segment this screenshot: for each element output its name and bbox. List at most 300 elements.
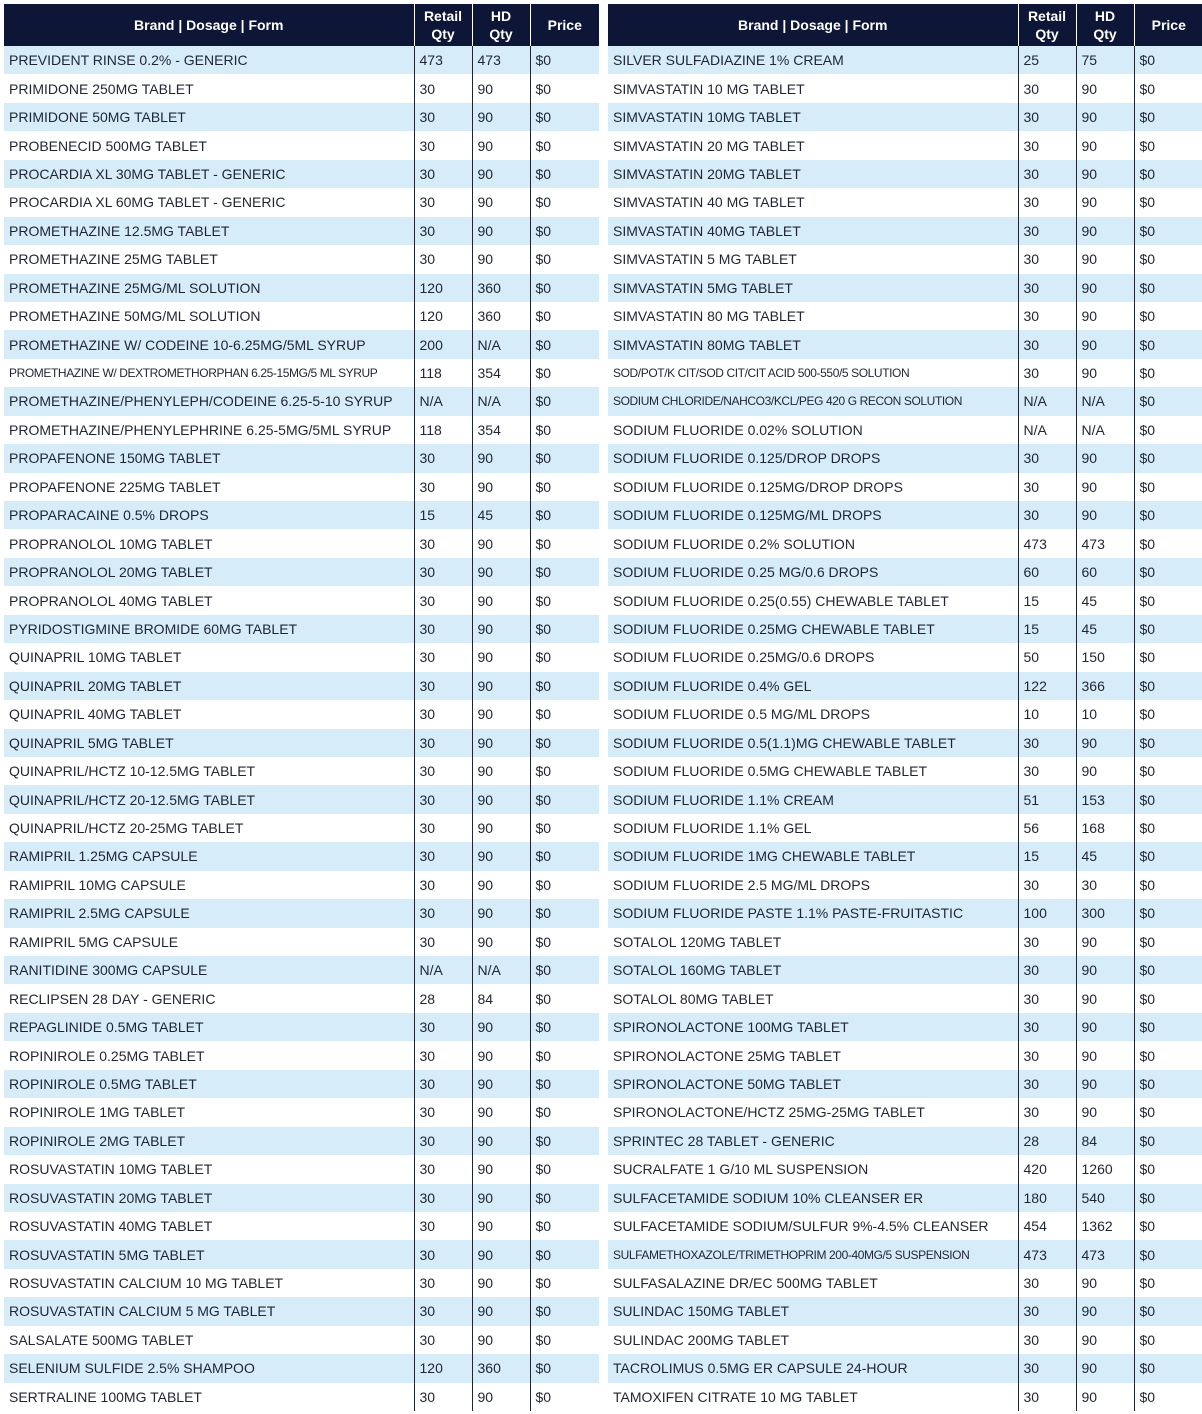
retail-qty-cell: 30 [1018,1326,1076,1354]
hd-qty-cell: 90 [1076,757,1134,785]
retail-qty-cell: 15 [1018,842,1076,870]
table-row [4,387,599,415]
retail-qty-cell: 30 [414,1240,472,1268]
retail-qty-cell: 30 [414,245,472,273]
retail-qty-cell: 122 [1018,672,1076,700]
retail-qty-cell: 25 [1018,46,1076,74]
retail-qty-cell: 120 [414,274,472,302]
retail-qty-cell: 30 [414,615,472,643]
price-cell: $0 [1134,387,1202,415]
price-cell: $0 [530,842,599,870]
table-row [4,529,599,557]
hd-qty-cell: 90 [472,1383,530,1411]
hd-qty-cell: N/A [1076,387,1134,415]
retail-qty-cell: 30 [1018,103,1076,131]
table-row [4,46,599,74]
drug-name-cell: SUCRALFATE 1 G/10 ML SUSPENSION [608,1155,1018,1183]
drug-name-cell: PROPARACAINE 0.5% DROPS [4,501,414,529]
price-cell: $0 [530,501,599,529]
hd-qty-cell: 90 [472,245,530,273]
table-header-row [608,4,1202,46]
hd-qty-cell: 90 [472,729,530,757]
hd-qty-cell: 1362 [1076,1212,1134,1240]
retail-qty-cell: 50 [1018,643,1076,671]
hd-qty-cell: 150 [1076,643,1134,671]
table-row [4,103,599,131]
drug-name-cell: RAMIPRIL 5MG CAPSULE [4,928,414,956]
table-row [608,74,1202,102]
retail-qty-cell: 30 [414,103,472,131]
table-row [608,1041,1202,1069]
drug-name-cell: SPIRONOLACTONE 50MG TABLET [608,1070,1018,1098]
table-row [608,842,1202,870]
hd-qty-cell: 90 [1076,444,1134,472]
retail-qty-cell: 30 [1018,245,1076,273]
price-cell: $0 [1134,274,1202,302]
price-cell: $0 [530,416,599,444]
drug-name-cell: PROMETHAZINE/PHENYLEPHRINE 6.25-5MG/5ML SYRUP [4,416,414,444]
hd-qty-cell: 1260 [1076,1155,1134,1183]
hd-qty-cell: 90 [1076,1383,1134,1411]
drug-name-cell: PREVIDENT RINSE 0.2% - GENERIC [4,46,414,74]
hd-qty-cell: 90 [472,1184,530,1212]
price-cell: $0 [1134,729,1202,757]
price-cell: $0 [530,1184,599,1212]
retail-qty-cell: 30 [1018,1013,1076,1041]
hd-qty-cell: 90 [472,529,530,557]
drug-name-cell: SPIRONOLACTONE 100MG TABLET [608,1013,1018,1041]
price-cell: $0 [1134,302,1202,330]
retail-qty-cell: 28 [414,984,472,1012]
price-cell: $0 [530,1155,599,1183]
table-row [608,1212,1202,1240]
drug-name-cell: QUINAPRIL 10MG TABLET [4,643,414,671]
retail-qty-cell: 30 [414,1127,472,1155]
retail-qty-cell: 118 [414,359,472,387]
hd-qty-cell: 153 [1076,785,1134,813]
retail-qty-cell: 118 [414,416,472,444]
price-cell: $0 [1134,871,1202,899]
price-cell: $0 [530,757,599,785]
brand-dosage-form-header: Brand | Dosage | Form [4,4,414,46]
table-row [4,615,599,643]
hd-qty-cell: 90 [472,1013,530,1041]
drug-name-cell: PROMETHAZINE W/ DEXTROMETHORPHAN 6.25-15MG/5 ML SYRUP [4,359,414,387]
table-row [4,444,599,472]
table-row [608,1269,1202,1297]
price-cell: $0 [1134,615,1202,643]
table-row [4,1326,599,1354]
drug-name-cell: SODIUM FLUORIDE 2.5 MG/ML DROPS [608,871,1018,899]
retail-qty-cell: 30 [414,643,472,671]
hd-header-line2: Qty [1093,26,1117,42]
drug-name-cell: QUINAPRIL/HCTZ 20-12.5MG TABLET [4,785,414,813]
drug-name-cell: SODIUM FLUORIDE 0.125/DROP DROPS [608,444,1018,472]
price-cell: $0 [1134,558,1202,586]
retail-qty-cell: 420 [1018,1155,1076,1183]
drug-name-cell: QUINAPRIL 20MG TABLET [4,672,414,700]
table-row [608,643,1202,671]
hd-qty-cell: 473 [1076,529,1134,557]
hd-qty-cell: 90 [1076,359,1134,387]
hd-qty-cell: 90 [1076,1269,1134,1297]
price-cell: $0 [530,871,599,899]
hd-qty-cell: 90 [1076,501,1134,529]
drug-name-cell: SULINDAC 150MG TABLET [608,1297,1018,1325]
retail-qty-cell: 30 [1018,871,1076,899]
hd-qty-cell: 90 [1076,188,1134,216]
retail-qty-cell: 30 [1018,956,1076,984]
price-cell: $0 [1134,672,1202,700]
table-row [4,1127,599,1155]
retail-qty-cell: 30 [414,131,472,159]
retail-qty-cell: 30 [414,160,472,188]
retail-qty-cell: 30 [414,700,472,728]
retail-qty-cell: 30 [414,529,472,557]
price-cell: $0 [1134,1098,1202,1126]
price-cell: $0 [1134,359,1202,387]
price-cell: $0 [1134,700,1202,728]
retail-qty-cell: 30 [1018,729,1076,757]
table-row [4,274,599,302]
retail-qty-cell: 30 [414,871,472,899]
drug-name-cell: SODIUM FLUORIDE 1.1% CREAM [608,785,1018,813]
table-row [4,1184,599,1212]
drug-name-cell: SPRINTEC 28 TABLET - GENERIC [608,1127,1018,1155]
drug-name-cell: SIMVASTATIN 40MG TABLET [608,217,1018,245]
hd-qty-cell: 90 [472,444,530,472]
price-cell: $0 [530,586,599,614]
hd-qty-cell: 90 [1076,1326,1134,1354]
price-cell: $0 [530,1297,599,1325]
retail-qty-cell: N/A [414,956,472,984]
retail-qty-cell: 30 [414,1041,472,1069]
retail-qty-cell: 30 [1018,131,1076,159]
retail-qty-cell: 30 [1018,302,1076,330]
retail-qty-cell: 30 [414,217,472,245]
table-row [608,757,1202,785]
table-row [4,302,599,330]
price-cell: $0 [530,1013,599,1041]
price-cell: $0 [1134,529,1202,557]
hd-qty-cell: 540 [1076,1184,1134,1212]
drug-name-cell: PROMETHAZINE 50MG/ML SOLUTION [4,302,414,330]
table-row [608,217,1202,245]
table-row [4,217,599,245]
retail-qty-cell: 30 [1018,1354,1076,1382]
hd-qty-cell: 90 [472,1269,530,1297]
hd-qty-cell: 90 [472,131,530,159]
table-row [608,103,1202,131]
price-cell: $0 [1134,1155,1202,1183]
table-row [608,416,1202,444]
price-header: Price [530,4,599,46]
price-cell: $0 [1134,1127,1202,1155]
retail-qty-cell: 30 [414,1297,472,1325]
retail-qty-cell: 120 [414,302,472,330]
price-cell: $0 [530,700,599,728]
table-row [4,1070,599,1098]
price-cell: $0 [530,1240,599,1268]
retail-qty-cell: 30 [1018,1098,1076,1126]
table-row [608,188,1202,216]
drug-name-cell: PROCARDIA XL 30MG TABLET - GENERIC [4,160,414,188]
table-row [608,1354,1202,1382]
hd-qty-cell: 360 [472,274,530,302]
table-row [4,1155,599,1183]
table-row [4,1383,599,1411]
hd-qty-header [1076,4,1134,46]
table-row [608,814,1202,842]
table-row [4,899,599,927]
drug-name-cell: RAMIPRIL 2.5MG CAPSULE [4,899,414,927]
retail-qty-cell: 473 [1018,529,1076,557]
hd-qty-cell: 90 [472,672,530,700]
table-row [4,814,599,842]
price-cell: $0 [1134,984,1202,1012]
table-row [608,245,1202,273]
price-cell: $0 [530,188,599,216]
table-row [4,1041,599,1069]
brand-dosage-form-header: Brand | Dosage | Form [608,4,1018,46]
retail-qty-cell: 30 [1018,473,1076,501]
table-row [4,1354,599,1382]
hd-qty-cell: 90 [472,1098,530,1126]
drug-name-cell: ROPINIROLE 2MG TABLET [4,1127,414,1155]
price-cell: $0 [1134,1326,1202,1354]
drug-table-left [4,4,599,1411]
price-header: Price [1134,4,1202,46]
drug-name-cell: QUINAPRIL 40MG TABLET [4,700,414,728]
hd-qty-cell: 90 [472,615,530,643]
table-row [608,330,1202,358]
table-row [4,785,599,813]
drug-name-cell: SELENIUM SULFIDE 2.5% SHAMPOO [4,1354,414,1382]
price-cell: $0 [1134,330,1202,358]
retail-qty-cell: 30 [1018,1383,1076,1411]
hd-qty-cell: 45 [1076,842,1134,870]
retail-qty-cell: 30 [414,928,472,956]
drug-name-cell: ROPINIROLE 0.5MG TABLET [4,1070,414,1098]
drug-name-cell: PROPRANOLOL 40MG TABLET [4,586,414,614]
price-cell: $0 [530,1354,599,1382]
price-cell: $0 [1134,956,1202,984]
price-cell: $0 [1134,1041,1202,1069]
price-cell: $0 [1134,46,1202,74]
price-cell: $0 [530,1127,599,1155]
retail-qty-cell: 51 [1018,785,1076,813]
price-cell: $0 [530,672,599,700]
table-row [608,444,1202,472]
table-row [608,615,1202,643]
price-cell: $0 [1134,1240,1202,1268]
table-row [608,387,1202,415]
hd-qty-cell: 360 [472,1354,530,1382]
table-row [608,956,1202,984]
hd-qty-cell: 300 [1076,899,1134,927]
drug-name-cell: QUINAPRIL/HCTZ 10-12.5MG TABLET [4,757,414,785]
retail-qty-cell: 30 [414,586,472,614]
table-row [608,785,1202,813]
hd-qty-cell: 45 [1076,615,1134,643]
drug-name-cell: SODIUM FLUORIDE 0.02% SOLUTION [608,416,1018,444]
price-cell: $0 [530,785,599,813]
hd-qty-cell: 90 [472,1212,530,1240]
retail-qty-cell: 30 [414,558,472,586]
hd-qty-cell: 90 [472,785,530,813]
hd-qty-cell: 90 [1076,330,1134,358]
price-cell: $0 [1134,842,1202,870]
drug-name-cell: SODIUM CHLORIDE/NAHCO3/KCL/PEG 420 G RECON SOLUTION [608,387,1018,415]
price-cell: $0 [1134,1184,1202,1212]
hd-qty-cell: 90 [1076,245,1134,273]
drug-name-cell: ROSUVASTATIN 20MG TABLET [4,1184,414,1212]
retail-qty-cell: 473 [414,46,472,74]
retail-qty-cell: 60 [1018,558,1076,586]
drug-name-cell: PYRIDOSTIGMINE BROMIDE 60MG TABLET [4,615,414,643]
retail-qty-cell: 56 [1018,814,1076,842]
price-cell: $0 [530,103,599,131]
retail-qty-cell: 454 [1018,1212,1076,1240]
table-row [608,274,1202,302]
price-cell: $0 [530,558,599,586]
drug-name-cell: RAMIPRIL 10MG CAPSULE [4,871,414,899]
hd-qty-cell: 90 [1076,274,1134,302]
drug-name-cell: SIMVASTATIN 10MG TABLET [608,103,1018,131]
table-row [4,359,599,387]
price-cell: $0 [1134,1013,1202,1041]
table-row [4,131,599,159]
price-cell: $0 [1134,1354,1202,1382]
table-row [608,984,1202,1012]
hd-qty-cell: 75 [1076,46,1134,74]
table-row [4,586,599,614]
table-row [608,1184,1202,1212]
drug-name-cell: SULFACETAMIDE SODIUM 10% CLEANSER ER [608,1184,1018,1212]
hd-qty-cell: 90 [472,928,530,956]
retail-qty-cell: 30 [414,473,472,501]
retail-qty-cell: 30 [1018,501,1076,529]
table-row [4,757,599,785]
hd-qty-cell: 90 [472,586,530,614]
drug-name-cell: QUINAPRIL/HCTZ 20-25MG TABLET [4,814,414,842]
table-row [4,473,599,501]
price-cell: $0 [530,217,599,245]
drug-name-cell: PROPRANOLOL 20MG TABLET [4,558,414,586]
drug-name-cell: SODIUM FLUORIDE 1MG CHEWABLE TABLET [608,842,1018,870]
price-cell: $0 [1134,103,1202,131]
hd-qty-cell: 60 [1076,558,1134,586]
retail-qty-cell: 30 [414,729,472,757]
price-cell: $0 [1134,785,1202,813]
retail-qty-header [414,4,472,46]
table-row [4,558,599,586]
price-cell: $0 [530,330,599,358]
hd-qty-cell: 90 [1076,1070,1134,1098]
price-cell: $0 [530,1269,599,1297]
price-cell: $0 [1134,160,1202,188]
table-row [608,46,1202,74]
retail-qty-cell: 30 [1018,757,1076,785]
drug-name-cell: PROMETHAZINE 12.5MG TABLET [4,217,414,245]
price-cell: $0 [530,1041,599,1069]
table-row [608,586,1202,614]
drug-name-cell: SOTALOL 120MG TABLET [608,928,1018,956]
hd-qty-cell: 90 [1076,956,1134,984]
drug-name-cell: SODIUM FLUORIDE 0.25 MG/0.6 DROPS [608,558,1018,586]
retail-qty-cell: 30 [414,785,472,813]
retail-qty-cell: 30 [414,1326,472,1354]
retail-qty-cell: 30 [414,1155,472,1183]
retail-qty-cell: 10 [1018,700,1076,728]
price-cell: $0 [530,814,599,842]
drug-name-cell: QUINAPRIL 5MG TABLET [4,729,414,757]
table-row [608,501,1202,529]
drug-name-cell: SERTRALINE 100MG TABLET [4,1383,414,1411]
hd-qty-cell: 90 [472,871,530,899]
table-row [608,700,1202,728]
drug-name-cell: PROMETHAZINE 25MG TABLET [4,245,414,273]
drug-name-cell: SODIUM FLUORIDE 0.2% SOLUTION [608,529,1018,557]
retail-qty-cell: 30 [1018,1070,1076,1098]
drug-name-cell: ROSUVASTATIN 10MG TABLET [4,1155,414,1183]
table-body-right [608,46,1202,1411]
hd-qty-cell: 90 [472,217,530,245]
hd-qty-cell: 90 [472,473,530,501]
table-row [4,74,599,102]
retail-qty-cell: 30 [1018,188,1076,216]
hd-qty-cell: 90 [1076,473,1134,501]
price-cell: $0 [1134,188,1202,216]
price-cell: $0 [1134,444,1202,472]
retail-qty-cell: 30 [1018,359,1076,387]
retail-qty-cell: 15 [1018,586,1076,614]
drug-name-cell: ROSUVASTATIN 5MG TABLET [4,1240,414,1268]
table-row [4,700,599,728]
hd-qty-cell: 45 [1076,586,1134,614]
retail-qty-cell: 30 [414,1184,472,1212]
retail-qty-cell: 120 [414,1354,472,1382]
retail-qty-cell: 15 [414,501,472,529]
table-row [4,1297,599,1325]
drug-name-cell: ROPINIROLE 1MG TABLET [4,1098,414,1126]
price-cell: $0 [530,899,599,927]
drug-name-cell: RANITIDINE 300MG CAPSULE [4,956,414,984]
hd-qty-cell: 90 [472,757,530,785]
hd-qty-cell: 45 [472,501,530,529]
drug-name-cell: SOTALOL 80MG TABLET [608,984,1018,1012]
drug-name-cell: SULINDAC 200MG TABLET [608,1326,1018,1354]
table-row [4,928,599,956]
drug-name-cell: PRIMIDONE 50MG TABLET [4,103,414,131]
table-row [4,842,599,870]
price-cell: $0 [1134,245,1202,273]
hd-qty-cell: 90 [1076,131,1134,159]
price-cell: $0 [530,74,599,102]
table-row [4,416,599,444]
retail-qty-cell: 473 [1018,1240,1076,1268]
drug-name-cell: SPIRONOLACTONE 25MG TABLET [608,1041,1018,1069]
hd-qty-cell: 90 [1076,1354,1134,1382]
drug-name-cell: RAMIPRIL 1.25MG CAPSULE [4,842,414,870]
table-row [608,1240,1202,1268]
hd-qty-cell: 90 [1076,217,1134,245]
price-cell: $0 [530,984,599,1012]
price-cell: $0 [530,615,599,643]
hd-qty-cell: N/A [472,387,530,415]
retail-qty-cell: 30 [1018,217,1076,245]
hd-qty-cell: 90 [472,814,530,842]
